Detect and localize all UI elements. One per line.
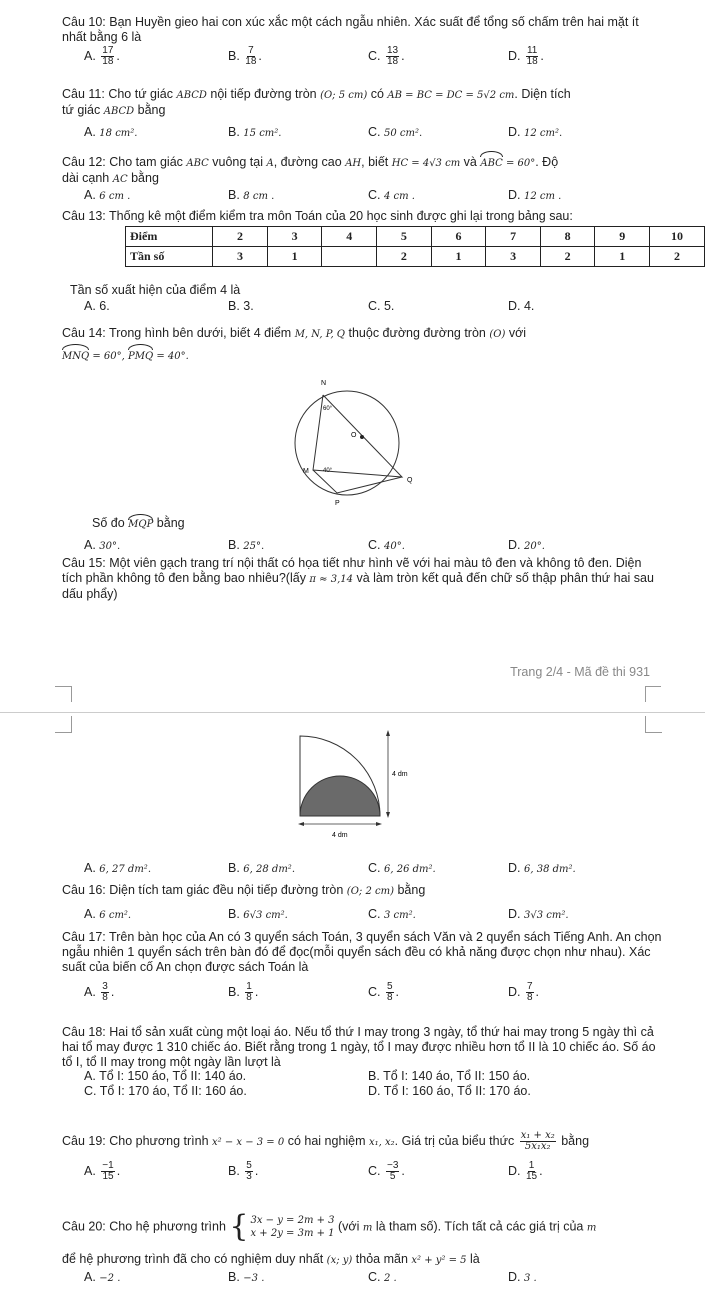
q10-option-a[interactable]: A. $\frac{17}{18}$ .	[84, 45, 120, 67]
question-20: Câu 20: Cho hệ phương trình { 3x − y = 2m + 3 x + 2y = 3m + 1 (với m là tham số). Tích tất cả các giá trị của m	[62, 1209, 597, 1244]
q16-option-a[interactable]: A. 6 cm².	[84, 907, 132, 921]
question-12: Câu 12: Cho tam giác ABC vuông tại A, đường cao AH, biết HC = 4√3 cm và ABC = 60°. Độ dài cạnh AC bằng	[62, 155, 559, 185]
q14-option-b[interactable]: B. 25°.	[228, 538, 265, 552]
table-cell	[322, 247, 377, 267]
label-q: Q	[407, 477, 413, 484]
question-label: Câu 18:	[62, 1025, 106, 1039]
q20-option-b[interactable]: B. −3 .	[228, 1270, 265, 1284]
q14-ask: Số đo MQP bằng	[92, 516, 185, 530]
q18-option-a[interactable]: A. Tổ I: 150 áo, Tổ II: 140 áo.	[84, 1069, 247, 1083]
q13-option-a[interactable]: A. 6.	[84, 299, 110, 313]
q15-option-c[interactable]: C. 6, 26 dm².	[368, 861, 436, 875]
table-cell: 3	[486, 247, 541, 267]
q11-option-c[interactable]: C. 50 cm².	[368, 125, 423, 139]
q17-option-a[interactable]: A. $\frac{3}{8}$ .	[84, 981, 115, 1003]
page-corner-mark	[645, 716, 662, 733]
question-label: Câu 11:	[62, 87, 105, 101]
q11-option-a[interactable]: A. 18 cm².	[84, 125, 138, 139]
q15-option-b[interactable]: B. 6, 28 dm².	[228, 861, 295, 875]
label-o: O	[351, 432, 357, 439]
question-14: Câu 14: Trong hình bên dưới, biết 4 điểm M, N, P, Q thuộc đường đường tròn (O) với MNQ = 60°, PMQ = 40°.	[62, 326, 527, 362]
table-cell: 3	[213, 247, 268, 267]
q12-option-d[interactable]: D. 12 cm .	[508, 188, 562, 202]
q11-option-b[interactable]: B. 15 cm².	[228, 125, 282, 139]
angle-40: 40°	[323, 468, 333, 474]
table-cell: 7	[486, 227, 541, 247]
table-cell: 10	[650, 227, 705, 247]
label-n: N	[321, 380, 327, 387]
question-label: Câu 12:	[62, 155, 106, 169]
table-cell: 9	[595, 227, 650, 247]
q20-option-a[interactable]: A. −2 .	[84, 1270, 121, 1284]
page-footer: Trang 2/4 - Mã đề thi 931	[510, 665, 650, 679]
shaded-semicircle	[300, 776, 380, 816]
q17-option-c[interactable]: C. $\frac{5}{8}$ .	[368, 981, 400, 1003]
frequency-table	[125, 226, 705, 267]
question-label: Câu 13:	[62, 209, 106, 223]
table-row	[126, 227, 705, 247]
q11-option-d[interactable]: D. 12 cm².	[508, 125, 563, 139]
q10-option-d[interactable]: D. $\frac{11}{18}$ .	[508, 45, 544, 67]
page-corner-mark	[55, 686, 71, 688]
question-15: Câu 15: Một viên gạch trang trí nội thất có họa tiết như hình vẽ với hai màu tô đen và không tô đen. Diện tích phần không tô đen bằng bao nhiêu?(lấy π ≈ 3,14 và làm tròn kết quả đến chữ số thập phân thứ hai sau dấu phẩy)	[62, 556, 654, 601]
q19-option-a[interactable]: A. $\frac{-1}{15}$ .	[84, 1160, 121, 1182]
q12-option-b[interactable]: B. 8 cm .	[228, 188, 275, 202]
question-11: Câu 11: Cho tứ giác ABCD nội tiếp đường tròn (O; 5 cm) có AB = BC = DC = 5√2 cm. Diện tích tứ giác ABCD bằng	[62, 87, 571, 117]
table-cell: 3	[267, 227, 322, 247]
page-divider	[0, 712, 705, 713]
q14-option-c[interactable]: C. 40°.	[368, 538, 405, 552]
q15-option-d[interactable]: D. 6, 38 dm².	[508, 861, 576, 875]
table-cell: 2	[213, 227, 268, 247]
page-corner-mark	[55, 716, 72, 733]
table-row	[126, 247, 705, 267]
arrow-head	[298, 822, 304, 826]
table-cell: 6	[431, 227, 486, 247]
page-corner-mark	[645, 686, 661, 688]
q13-option-b[interactable]: B. 3.	[228, 299, 254, 313]
question-label: Câu 20:	[62, 1219, 106, 1234]
width-label: 4 dm	[332, 832, 348, 839]
arrow-head	[386, 812, 390, 818]
question-label: Câu 10:	[62, 15, 106, 29]
angle-60: 60°	[323, 406, 333, 412]
q10-option-c[interactable]: C. $\frac{13}{18}$ .	[368, 45, 405, 67]
center-point	[360, 435, 364, 439]
table-cell: 2	[377, 247, 432, 267]
q18-option-d[interactable]: D. Tổ I: 160 áo, Tổ II: 170 áo.	[368, 1084, 531, 1098]
q20-option-c[interactable]: C. 2 .	[368, 1270, 397, 1284]
q14-option-d[interactable]: D. 20°.	[508, 538, 545, 552]
arrow-head	[386, 730, 390, 736]
question-17: Câu 17: Trên bàn học của An có 3 quyển sách Toán, 3 quyển sách Văn và 2 quyển sách Tiếng Anh. An chọn ngẫu nhiên 1 quyển sách trên bàn đó để đọc(mỗi quyển sách đều có khả năng được chọn như nhau). Xác suất của biến cố An chọn được sách Toán là	[62, 930, 662, 974]
question-label: Câu 14:	[62, 326, 106, 340]
q16-option-c[interactable]: C. 3 cm².	[368, 907, 416, 921]
table-cell: 5	[377, 227, 432, 247]
height-label: 4 dm	[392, 771, 408, 778]
table-cell: 1	[595, 247, 650, 267]
question-label: Câu 19:	[62, 1133, 106, 1148]
table-header: Điểm	[126, 227, 213, 247]
question-20-line2: để hệ phương trình đã cho có nghiệm duy nhất (x; y) thỏa mãn x² + y² = 5 là	[62, 1252, 480, 1266]
page-corner-mark	[55, 686, 72, 702]
circle-o	[295, 391, 399, 495]
question-text: Bạn Huyền gieo hai con xúc xắc một cách ngẫu nhiên. Xác suất để tổng số chấm trên hai mặt ít nhất bằng 6 là	[62, 15, 639, 44]
q15-option-a[interactable]: A. 6, 27 dm².	[84, 861, 151, 875]
q19-option-d[interactable]: D. $\frac{1}{15}$ .	[508, 1160, 543, 1182]
question-13: Câu 13: Thống kê một điểm kiểm tra môn Toán của 20 học sinh được ghi lại trong bảng sau:	[62, 209, 573, 223]
q18-option-c[interactable]: C. Tổ I: 170 áo, Tổ II: 160 áo.	[84, 1084, 247, 1098]
question-label: Câu 16:	[62, 883, 106, 897]
page-corner-mark	[645, 686, 647, 702]
arrow-head	[376, 822, 382, 826]
q12-option-a[interactable]: A. 6 cm .	[84, 188, 131, 202]
q12-option-c[interactable]: C. 4 cm .	[368, 188, 415, 202]
q13-option-c[interactable]: C. 5.	[368, 299, 395, 313]
q19-option-c[interactable]: C. $\frac{-3}{5}$ .	[368, 1160, 405, 1182]
q16-option-b[interactable]: B. 6√3 cm².	[228, 907, 288, 921]
label-p: P	[335, 500, 340, 507]
table-cell: 4	[322, 227, 377, 247]
q13-ask: Tần số xuất hiện của điểm 4 là	[70, 283, 241, 297]
q20-option-d[interactable]: D. 3 .	[508, 1270, 537, 1284]
equation-system: { 3x − y = 2m + 3 x + 2y = 3m + 1	[229, 1209, 335, 1244]
table-cell: 8	[540, 227, 595, 247]
table-cell: 1	[267, 247, 322, 267]
tile-figure	[290, 728, 430, 840]
label-m: M	[303, 468, 309, 475]
q17-option-d[interactable]: D. $\frac{7}{8}$ .	[508, 981, 540, 1003]
q16-option-d[interactable]: D. 3√3 cm².	[508, 907, 569, 921]
table-cell: 2	[650, 247, 705, 267]
question-label: Câu 15:	[62, 556, 106, 570]
question-10	[62, 15, 662, 45]
q13-option-d[interactable]: D. 4.	[508, 299, 535, 313]
table-cell: 2	[540, 247, 595, 267]
q14-option-a[interactable]: A. 30°.	[84, 538, 121, 552]
question-16: Câu 16: Diện tích tam giác đều nội tiếp đường tròn (O; 2 cm) bằng	[62, 883, 426, 897]
table-cell: 1	[431, 247, 486, 267]
q10-option-b[interactable]: B. $\frac{7}{18}$ .	[228, 45, 262, 67]
circle-figure	[285, 375, 435, 510]
q19-option-b[interactable]: B. $\frac{5}{3}$ .	[228, 1160, 259, 1182]
q17-option-b[interactable]: B. $\frac{1}{8}$ .	[228, 981, 259, 1003]
table-header: Tần số	[126, 247, 213, 267]
question-label: Câu 17:	[62, 930, 106, 944]
q18-option-b[interactable]: B. Tổ I: 140 áo, Tổ II: 150 áo.	[368, 1069, 531, 1083]
question-18: Câu 18: Hai tổ sản xuất cùng một loại áo. Nếu tổ thứ I may trong 3 ngày, tổ thứ hai may trong 5 ngày thì cả hai tổ may được 1 310 chiếc áo. Biết rằng trong 1 ngày, tổ I may được nhiều hơn tổ II là 10 chiếc áo. Số áo tổ I, tổ II may trong một ngày lần lượt là	[62, 1025, 656, 1069]
question-19: Câu 19: Cho phương trình x² − x − 3 = 0 có hai nghiệm x₁, x₂. Giá trị của biểu thức $\frac{\text{x₁ + x₂}}{\text{5x₁x₂}}$ bằng	[62, 1130, 590, 1152]
